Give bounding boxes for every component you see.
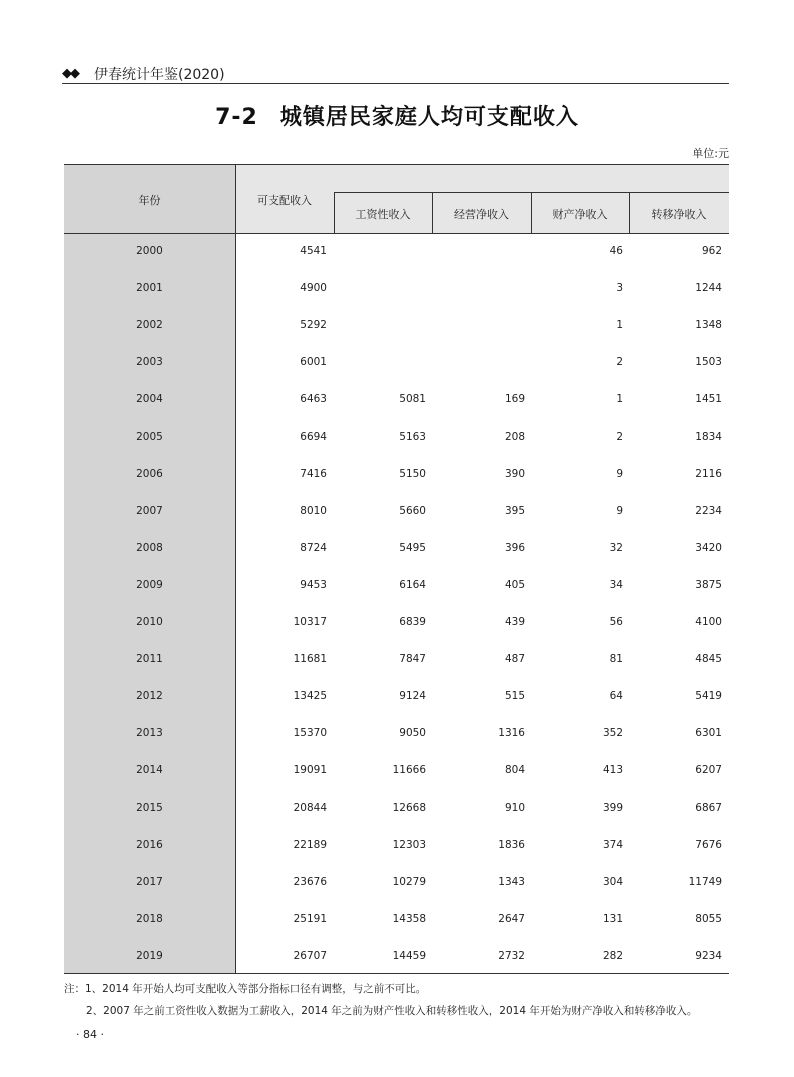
cell-year: 2018 (136, 912, 163, 925)
table-top-rule (64, 164, 729, 165)
cell-wage: 12668 (392, 801, 426, 814)
cell-transfer: 2116 (695, 467, 722, 480)
cell-property: 304 (602, 875, 623, 888)
table-row (64, 613, 729, 633)
footnote-1: 注：1、2014 年开始人均可支配收入等部分指标口径有调整，与之前不可比。 (64, 983, 427, 995)
cell-transfer: 2234 (695, 504, 722, 517)
cell-transfer: 8055 (695, 912, 722, 925)
cell-business: 1343 (498, 875, 525, 888)
header-transfer: 转移净收入 (651, 208, 707, 221)
cell-year: 2014 (136, 764, 163, 777)
cell-year: 2007 (136, 504, 163, 517)
cell-wage: 5660 (399, 504, 426, 517)
header-property: 财产净收入 (552, 208, 608, 221)
table-row (64, 353, 729, 373)
cell-year: 2013 (136, 727, 163, 740)
cell-property: 282 (602, 949, 623, 962)
table-row (64, 539, 729, 559)
cell-business: 487 (504, 653, 525, 666)
cell-property: 2 (616, 430, 623, 443)
cell-year: 2011 (136, 653, 163, 666)
running-header (62, 62, 729, 84)
cell-business: 208 (504, 430, 525, 443)
cell-year: 2000 (136, 245, 163, 257)
cell-wage: 7847 (399, 653, 426, 666)
cell-business: 439 (504, 616, 525, 628)
income-table (64, 164, 729, 974)
cell-property: 56 (609, 616, 623, 628)
header-wage: 工资性收入 (355, 208, 411, 221)
cell-year: 2016 (136, 838, 163, 851)
table-number: 7-2 (215, 105, 258, 130)
cell-transfer: 1503 (695, 356, 722, 369)
page-number: · 84 · (76, 1028, 104, 1041)
cell-wage: 6164 (399, 578, 426, 591)
cell-transfer: 6867 (695, 801, 722, 814)
cell-transfer: 1451 (695, 393, 722, 406)
cell-wage: 11666 (392, 764, 426, 777)
cell-year: 2004 (136, 393, 163, 406)
table-row (64, 576, 729, 596)
cell-transfer: 6301 (695, 727, 722, 740)
cell-year: 2005 (136, 430, 163, 443)
cell-property: 32 (609, 541, 623, 554)
cell-transfer: 3420 (695, 541, 722, 554)
table-row (64, 390, 729, 410)
cell-year: 2012 (136, 690, 163, 703)
cell-property: 413 (602, 764, 623, 777)
cell-total: 10317 (293, 616, 327, 628)
cell-transfer: 4845 (695, 653, 722, 666)
cell-total: 6001 (300, 356, 327, 369)
cell-wage: 14459 (392, 949, 426, 962)
footnote-2: 2、2007 年之前工资性收入数据为工薪收入，2014 年之前为财产性收入和转移性收入，2014 年开始为财产净收入和转移净收入。 (86, 1005, 698, 1017)
header-rule (62, 83, 729, 84)
cell-total: 20844 (293, 801, 327, 814)
cell-total: 7416 (300, 467, 327, 480)
cell-business: 804 (504, 764, 525, 777)
cell-year: 2006 (136, 467, 163, 480)
cell-year: 2015 (136, 801, 163, 814)
table-row (64, 799, 729, 819)
table-row (64, 279, 729, 299)
cell-property: 34 (609, 578, 623, 591)
cell-property: 2 (616, 356, 623, 369)
cell-property: 9 (616, 504, 623, 517)
cell-property: 81 (609, 653, 623, 666)
cell-transfer: 962 (701, 245, 722, 257)
header-business: 经营净收入 (454, 208, 509, 221)
cell-property: 399 (602, 801, 623, 814)
cell-total: 5292 (300, 319, 327, 332)
table-bottom-rule (64, 973, 729, 974)
cell-total: 4541 (300, 245, 327, 257)
table-row (64, 687, 729, 707)
cell-business: 405 (504, 578, 525, 591)
cell-total: 8724 (300, 541, 327, 554)
table-row (64, 724, 729, 744)
table-row (64, 836, 729, 856)
cell-total: 23676 (293, 875, 327, 888)
table-title (0, 100, 794, 131)
cell-total: 26707 (293, 949, 327, 962)
cell-total: 19091 (293, 764, 327, 777)
cell-transfer: 7676 (695, 838, 722, 851)
cell-year: 2009 (136, 578, 163, 591)
table-row (64, 465, 729, 485)
cell-total: 9453 (300, 578, 327, 591)
cell-year: 2008 (136, 541, 163, 554)
cell-wage: 9050 (399, 727, 426, 740)
cell-total: 4900 (300, 282, 327, 295)
table-row (64, 873, 729, 893)
header-bottom-rule (64, 233, 729, 234)
cell-wage: 5150 (399, 467, 426, 480)
book-title: 伊春统计年鉴(2020) (94, 67, 225, 83)
cell-wage: 12303 (392, 838, 426, 851)
cell-total: 8010 (300, 504, 327, 517)
table-title-text: 城镇居民家庭人均可支配收入 (279, 105, 579, 130)
cell-year: 2019 (136, 949, 163, 962)
cell-total: 13425 (293, 690, 327, 703)
cell-property: 1 (616, 319, 623, 332)
cell-wage: 14358 (392, 912, 426, 925)
cell-transfer: 1834 (695, 430, 722, 443)
cell-business: 396 (504, 541, 525, 554)
cell-property: 3 (616, 282, 623, 295)
cell-total: 6463 (300, 393, 327, 406)
cell-wage: 10279 (392, 875, 426, 888)
cell-business: 2647 (498, 912, 525, 925)
header-total: 可支配收入 (257, 194, 312, 207)
cell-total: 6694 (300, 430, 327, 443)
cell-total: 11681 (293, 653, 327, 666)
cell-business: 1316 (498, 727, 525, 740)
cell-business: 910 (504, 801, 525, 814)
cell-year: 2003 (136, 356, 163, 369)
header-year: 年份 (138, 194, 161, 207)
cell-year: 2010 (136, 616, 163, 628)
cell-business: 169 (504, 393, 525, 406)
cell-wage: 9124 (399, 690, 426, 703)
cell-business: 2732 (498, 949, 525, 962)
cell-transfer: 4100 (695, 616, 722, 628)
cell-transfer: 1348 (695, 319, 722, 332)
cell-property: 374 (602, 838, 623, 851)
table-row (64, 316, 729, 336)
table-row (64, 947, 729, 967)
cell-total: 15370 (293, 727, 327, 740)
cell-property: 46 (609, 245, 623, 257)
cell-transfer: 1244 (695, 282, 722, 295)
cell-business: 390 (504, 467, 525, 480)
cell-transfer: 3875 (695, 578, 722, 591)
cell-property: 64 (609, 690, 623, 703)
cell-wage: 6839 (399, 616, 426, 628)
cell-year: 2017 (136, 875, 163, 888)
cell-business: 515 (504, 690, 525, 703)
table-row (64, 761, 729, 781)
cell-wage: 5495 (399, 541, 426, 554)
cell-wage: 5163 (399, 430, 426, 443)
diamond-icon: ◆◆ (62, 66, 78, 81)
table-row (64, 650, 729, 670)
unit-label: 单位:元 (692, 147, 729, 160)
cell-transfer: 6207 (695, 764, 722, 777)
cell-year: 2001 (136, 282, 163, 295)
table-row (64, 242, 729, 262)
cell-total: 25191 (293, 912, 327, 925)
cell-property: 131 (602, 912, 623, 925)
cell-business: 395 (504, 504, 525, 517)
cell-property: 9 (616, 467, 623, 480)
table-row (64, 910, 729, 930)
cell-property: 1 (616, 393, 623, 406)
cell-transfer: 5419 (695, 690, 722, 703)
cell-transfer: 9234 (695, 949, 722, 962)
cell-property: 352 (602, 727, 623, 740)
cell-business: 1836 (498, 838, 525, 851)
cell-total: 22189 (293, 838, 327, 851)
cell-year: 2002 (136, 319, 163, 332)
table-row (64, 502, 729, 522)
table-row (64, 428, 729, 448)
cell-transfer: 11749 (688, 875, 722, 888)
cell-wage: 5081 (399, 393, 426, 406)
footnotes (64, 978, 697, 1022)
